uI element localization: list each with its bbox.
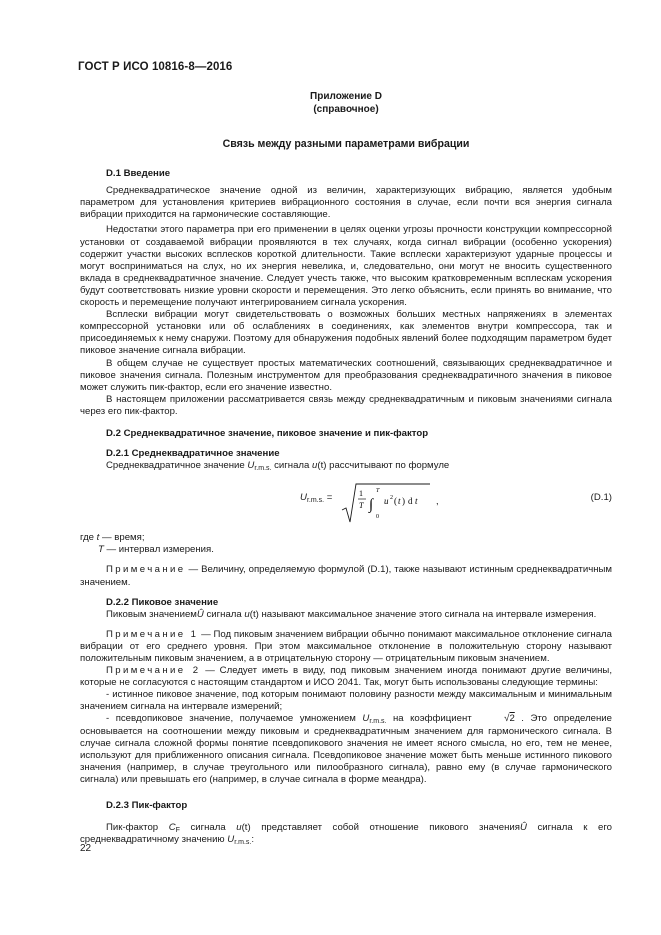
d21-note: Примечание — Величину, определяемую формулой (D.1), также называют истинным среднеквадратичным значением. — [80, 564, 612, 588]
formula-d1 — [80, 482, 612, 528]
formula-root-integral — [340, 482, 490, 528]
u-rms-symbol: U — [247, 460, 255, 472]
standard-header: ГОСТ Р ИСО 10816-8—2016 — [78, 61, 233, 73]
where-t: где t — время; — [80, 532, 145, 544]
d22-item-1: - истинное пиковое значение, под которым понимают половину разности между максимальным и минимальным значением сигнала на интервале измерений; — [80, 689, 612, 713]
svg-text:t: t — [415, 496, 418, 507]
svg-text:∫: ∫ — [369, 497, 374, 514]
d1-paragraph-4: В общем случае не существует простых математических соотношений, связывающих среднеквадратичное и пиковое значения сигнала. Полезным инструментом для преобразования среднеквадратичного значения в пиковое может служить пик-фактор, если его значение известно. — [80, 357, 612, 393]
d1-paragraph-1: Среднеквадратическое значение одной из величин, характеризующих вибрацию, является удобным параметром для установления критериев вибрационного состояния в случае, если почти вся энергия сигнала вибрации приходится на гармонические составляющие. — [80, 185, 612, 221]
main-title: Связь между разными параметрами вибрации — [222, 138, 470, 150]
appendix-title: Приложение D — [310, 91, 382, 102]
page-content — [80, 90, 612, 846]
d1-paragraph-2: Недостатки этого параметра при его применении в целях оценки угрозы прочности конструкции компрессорной установки от создаваемой вибрации проявляются в тех случаях, когда сигнал вибрации (особенно ускорения) содержит участки высоких всплесков короткой длительности. Такие всплески характеризуют ударные процессы и могут восприниматься на слух, но их энергия невелика, и, следовательно, они могут не вносить существенного вклада в среднеквадратичное значение. Следует учесть также, что высоким кратковременным всплескам ускорения будут соответствовать низкие уровни скорости и перемещения. Это легко объяснить, если принять во внимание, что скорость и перемещение получают интегрированием сигнала ускорения. — [80, 224, 612, 309]
section-d21-heading: D.2.1 Среднеквадратичное значение — [106, 448, 280, 460]
peak-symbol: Û — [196, 608, 204, 620]
svg-text:,: , — [436, 496, 439, 507]
svg-text:): ) — [402, 496, 405, 507]
d1-paragraph-5: В настоящем приложении рассматривается связь между среднеквадратичным и пиковым значениями сигнала через его пик-фактор. — [80, 393, 612, 417]
page-number: 22 — [80, 843, 92, 854]
where-T: T — интервал измерения. — [98, 544, 214, 556]
appendix-subtitle: (справочное) — [313, 104, 379, 115]
svg-text:T: T — [376, 488, 380, 495]
svg-text:2: 2 — [390, 495, 393, 502]
d22-paragraph-1: Пиковым значениемÛ сигнала u(t) называют максимальное значение этого сигнала на интервале измерения. — [106, 608, 597, 620]
d22-note-1: Примечание 1 — Под пиковым значением вибрации обычно понимают максимальное отклонение сигнала вибрации от его среднего уровня. При этом максимальное отклонение в положительную сторону называют положительным пиковым значением, а в отрицательную сторону — отрицательным пиковым значением. — [80, 628, 612, 664]
svg-text:t: t — [398, 496, 401, 507]
section-d2-heading: D.2 Среднеквадратичное значение, пиковое значение и пик-фактор — [106, 427, 429, 439]
section-d23-heading: D.2.3 Пик-фактор — [106, 800, 188, 812]
section-d1-heading: D.1 Введение — [106, 168, 171, 180]
svg-text:d: d — [408, 496, 413, 507]
svg-text:u: u — [384, 496, 389, 507]
svg-text:1: 1 — [359, 489, 363, 499]
formula-number: (D.1) — [590, 492, 612, 504]
d22-note-2: Примечание 2 — Следует иметь в виду, под пиковым значением иногда понимают другие величины, которые не согласуются с настоящим стандартом и ИСО 2041. Так, могут быть использованы следующие термины: — [80, 665, 612, 689]
d22-item-2: - псевдопиковое значение, получаемое умножением $U_{r.m.s.}$ на коэффициент √2 . Это определение основывается на соотношении между пиковым и среднеквадратичным значением для гармонического сигнала. В случае сигнала сложной формы понятие псевдопикового значения не имеет ясного смысла, но его, тем не менее, используют для приближенного описания сигнала. Псевдопиковое значение может быть меньше истинного пикового значения (например, в случае треугольного или пилообразного сигнала), равно ему (в случае гармонического сигнала) или превышать его (например, в случае сигнала в форме меандра). — [80, 713, 612, 785]
d1-paragraph-3: Всплески вибрации могут свидетельствовать о возможных больших местных напряжениях в элементах компрессорной установки или об ослаблениях в соединениях, как элементов внутри компрессора, так и присоединяемых к нему снаружи. Поэтому для обнаружения подобных явлений более подходящим параметром будет пиковое значение сигнала вибрации. — [80, 309, 612, 357]
svg-text:(: ( — [394, 496, 397, 507]
svg-text:T: T — [359, 501, 364, 511]
formula-lhs: $U_{r.m.s.}$ = — [300, 492, 333, 505]
d21-intro: Среднеквадратичное значение $U_{r.m.s.}$ сигнала u(t) рассчитывают по формуле — [106, 460, 450, 473]
sqrt-two: √2 — [504, 713, 515, 725]
section-d22-heading: D.2.2 Пиковое значение — [106, 596, 219, 608]
d23-paragraph-1: Пик-фактор $C_F$ сигнала u(t) представляет собой отношение пикового значенияÛ сигнала к его среднеквадратичному значению $U_{r.m.s.}$: — [80, 822, 612, 847]
svg-text:0: 0 — [376, 514, 379, 521]
